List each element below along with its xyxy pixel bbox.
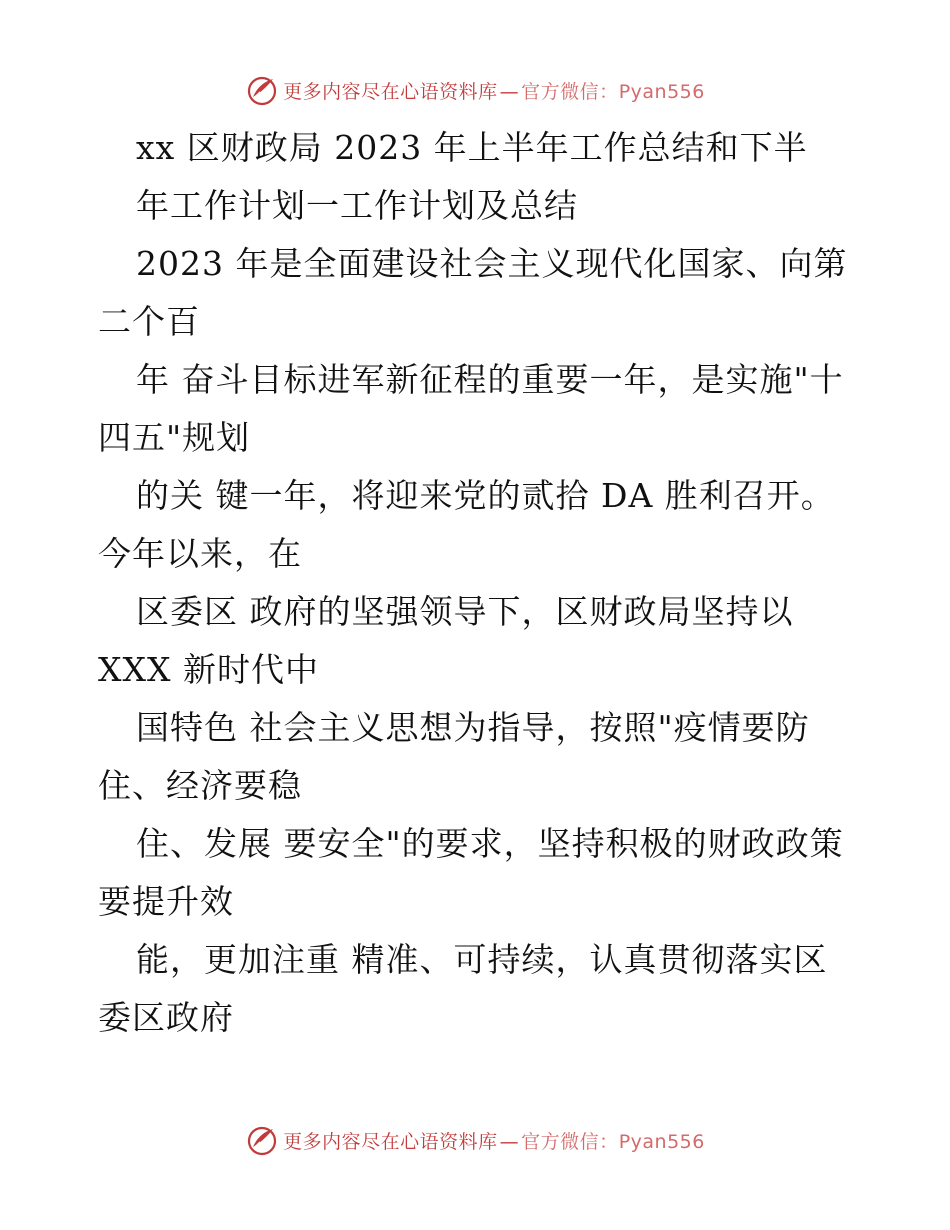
- banner-contact-label: 官方微信：: [521, 80, 619, 103]
- document-body: [98, 124, 858, 1052]
- paragraph-line: 区委区 政府的坚强领导下，区财政局坚持以: [136, 592, 794, 631]
- document-title-line-2: 年工作计划一工作计划及总结: [136, 186, 578, 225]
- banner-site-name: 更多内容尽在心语资料库: [283, 80, 498, 103]
- paragraph-line: 国特色 社会主义思想为指导，按照"疫情要防: [136, 708, 810, 747]
- paragraph-line: 要提升效: [98, 882, 234, 921]
- paragraph-line: 2023 年是全面建设社会主义现代化国家、向第: [136, 244, 848, 283]
- paragraph-line: 年 奋斗目标进军新征程的重要一年，是实施"十: [136, 360, 844, 399]
- quill-pen-logo-icon: [245, 1123, 279, 1157]
- paragraph-line: 二个百: [98, 302, 200, 341]
- banner-text: [283, 77, 705, 104]
- banner-contact-id: Pyan556: [618, 1130, 705, 1153]
- paragraph-line: XXX 新时代中: [98, 650, 319, 689]
- paragraph-line: 住、发展 要安全"的要求，坚持积极的财政政策: [136, 824, 844, 863]
- paragraph-line: 今年以来，在: [98, 534, 302, 573]
- banner-contact-id: Pyan556: [618, 80, 705, 103]
- banner-contact-label: 官方微信：: [521, 1130, 619, 1153]
- paragraph-line: 委区政府: [98, 998, 234, 1037]
- paragraph-line: 住、经济要稳: [98, 766, 302, 805]
- banner-separator: —: [499, 1130, 520, 1153]
- banner-separator: —: [499, 80, 520, 103]
- footer-watermark-banner: [0, 1118, 950, 1162]
- banner-text: [283, 1127, 705, 1154]
- paragraph-line: 能，更加注重 精准、可持续，认真贯彻落实区: [136, 940, 828, 979]
- paragraph-line: 四五"规划: [98, 418, 251, 457]
- banner-site-name: 更多内容尽在心语资料库: [283, 1130, 498, 1153]
- paragraph-line: 的关 键一年，将迎来党的贰拾 DA 胜利召开。: [136, 476, 835, 515]
- document-title-line-1: xx 区财政局 2023 年上半年工作总结和下半: [136, 128, 808, 167]
- header-watermark-banner: [0, 68, 950, 112]
- quill-pen-logo-icon: [245, 73, 279, 107]
